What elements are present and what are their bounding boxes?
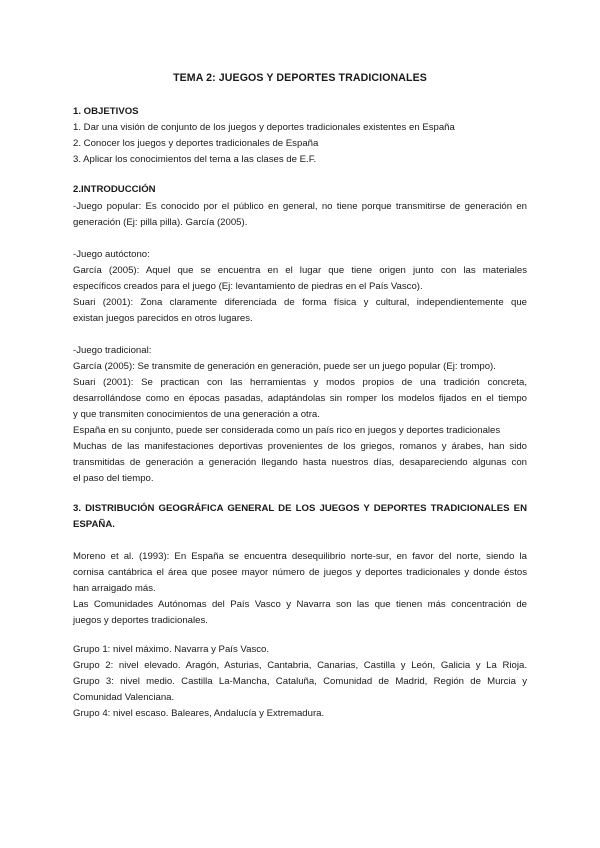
paragraph-line: Muchas de las manifestaciones deportivas provenientes de los griegos, romanos y árabes, han sido	[73, 441, 527, 452]
section-2-heading: 2.INTRODUCCIÓN	[73, 184, 156, 195]
paragraph-line: cornisa cantábrica el área que posee mayor número de juegos y deportes tradicionales y donde éstos	[73, 567, 527, 578]
grupo-3-cont: Comunidad Valenciana.	[73, 692, 175, 703]
paragraph-line: Las Comunidades Autónomas del País Vasco y Navarra son las que tienen más concentración de	[73, 599, 527, 610]
grupo-3: Grupo 3: nivel medio. Castilla La-Mancha, Cataluña, Comunidad de Madrid, Región de Murcia y	[73, 676, 527, 687]
grupo-4: Grupo 4: nivel escaso. Baleares, Andalucía y Extremadura.	[73, 708, 325, 719]
paragraph-line: García (2005): Se transmite de generación en generación, puede ser un juego popular (Ej: trompo).	[73, 361, 496, 372]
paragraph-line: generación (Ej: pilla pilla). García (2005).	[73, 217, 248, 228]
paragraph-line: y que transmiten conocimientos de una generación a otra.	[73, 409, 320, 420]
paragraph-line: existan juegos parecidos en otros lugares.	[73, 313, 253, 324]
section-3-heading-cont: ESPAÑA.	[73, 519, 115, 530]
objective-1: 1. Dar una visión de conjunto de los juegos y deportes tradicionales existentes en España	[73, 122, 455, 133]
paragraph-line: García (2005): Aquel que se encuentra en el lugar que tiene origen junto con las materiales	[73, 265, 527, 276]
paragraph-line: transmitidas de generación a generación llegando hasta nuestros días, desapareciendo algunas con	[73, 457, 527, 468]
section-1-heading: 1. OBJETIVOS	[73, 106, 139, 117]
grupo-1: Grupo 1: nivel máximo. Navarra y País Vasco.	[73, 644, 270, 655]
paragraph-line: el paso del tiempo.	[73, 473, 154, 484]
paragraph-line: juegos y deportes tradicionales.	[73, 615, 208, 626]
paragraph-line: han arraigado más.	[73, 583, 156, 594]
paragraph-line: Suari (2001): Se practican con las herramientas y modos propios de una tradición concreta,	[73, 377, 527, 388]
document-title: TEMA 2: JUEGOS Y DEPORTES TRADICIONALES	[173, 72, 427, 84]
paragraph-line: Suari (2001): Zona claramente diferenciada de forma física y cultural, independientemente que	[73, 297, 527, 308]
subheading-juego-autoctono: -Juego autóctono:	[73, 249, 150, 260]
paragraph-line: -Juego popular: Es conocido por el público en general, no tiene porque transmitirse de generación en	[73, 201, 527, 212]
grupo-2: Grupo 2: nivel elevado. Aragón, Asturias, Cantabria, Canarias, Castilla y León, Galicia y La Rioja.	[73, 660, 527, 671]
paragraph-line: desarrollándose como en épocas pasadas, adaptándolas sin romper los modelos fijados en el tiempo	[73, 393, 527, 404]
paragraph-line: España en su conjunto, puede ser considerada como un país rico en juegos y deportes tradicionales	[73, 425, 501, 436]
objective-3: 3. Aplicar los conocimientos del tema a las clases de E.F.	[73, 154, 317, 165]
section-3-heading: 3. DISTRIBUCIÓN GEOGRÁFICA GENERAL DE LOS JUEGOS Y DEPORTES TRADICIONALES EN	[73, 503, 527, 514]
objective-2: 2. Conocer los juegos y deportes tradicionales de España	[73, 138, 319, 149]
paragraph-line: Moreno et al. (1993): En España se encuentra desequilibrio norte-sur, en favor del norte, siendo la	[73, 551, 527, 562]
paragraph-line: específicos creados para el juego (Ej: levantamiento de piedras en el País Vasco).	[73, 281, 423, 292]
subheading-juego-tradicional: -Juego tradicional:	[73, 345, 152, 356]
